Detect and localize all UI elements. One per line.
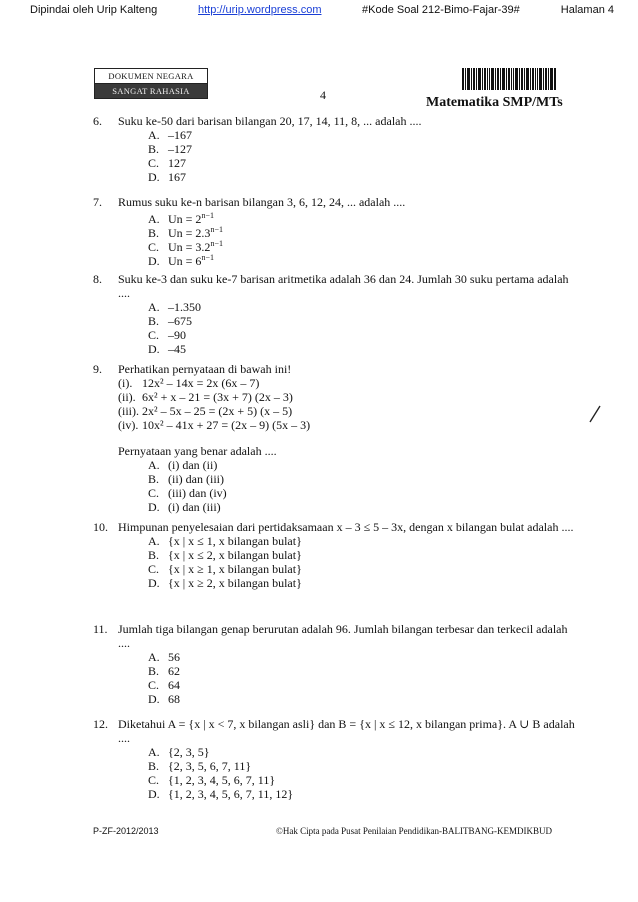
- option-b: B. 62: [148, 664, 180, 678]
- question-prompt: Pernyataan yang benar adalah ....: [118, 444, 277, 458]
- option-a: A. –167: [148, 128, 192, 142]
- option-c: C. $Un = 3.2^{n-1}$: [148, 239, 223, 254]
- question-number: 7.: [93, 195, 102, 209]
- statement-ii: (ii). 6x² + x – 21 = (3x + 7) (2x – 3): [118, 390, 293, 404]
- scanner-credit: Dipindai oleh Urip Kalteng: [30, 4, 158, 16]
- scan-header: [30, 4, 614, 20]
- option-a: A. {x | x ≤ 1, x bilangan bulat}: [148, 534, 302, 548]
- question-number: 6.: [93, 114, 102, 128]
- document-code: P-ZF-2012/2013: [93, 826, 159, 836]
- option-a: A. {2, 3, 5}: [148, 745, 210, 759]
- stamp-line-2: SANGAT RAHASIA: [95, 84, 207, 98]
- option-a: A. –1.350: [148, 300, 201, 314]
- option-d: D. (i) dan (iii): [148, 500, 221, 514]
- option-b: B. –675: [148, 314, 192, 328]
- statement-iii: (iii). 2x² – 5x – 25 = (2x + 5) (x – 5): [118, 404, 293, 418]
- question-number: 12.: [93, 717, 108, 731]
- question-number: 9.: [93, 362, 102, 376]
- question-text: Himpunan penyelesaian dari pertidaksamaan x – 3 ≤ 5 – 3x, dengan x bilangan bulat adalah ....: [118, 520, 574, 534]
- confidential-stamp: [94, 68, 208, 99]
- subject-title: Matematika SMP/MTs: [426, 95, 563, 110]
- question-text: Jumlah tiga bilangan genap berurutan adalah 96. Jumlah bilangan terbesar dan terkecil adalah ....: [118, 622, 568, 650]
- option-c: C. {1, 2, 3, 4, 5, 6, 7, 11}: [148, 773, 276, 787]
- option-b: B. $Un = 2.3^{n-1}$: [148, 225, 223, 240]
- question-text: Perhatikan pernyataan di bawah ini!: [118, 362, 292, 376]
- option-a: A. $Un = 2^{n-1}$: [148, 211, 214, 226]
- option-c: C. {x | x ≥ 1, x bilangan bulat}: [148, 562, 302, 576]
- option-d: D. 167: [148, 170, 186, 184]
- question-text: Diketahui A = {x | x < 7, x bilangan asli} dan B = {x | x ≤ 12, x bilangan prima}. A ∪ B adalah ....: [118, 717, 575, 745]
- option-d: D. 68: [148, 692, 180, 706]
- pen-stroke-mark: [588, 404, 602, 424]
- option-d: D. $Un = 6^{n-1}$: [148, 253, 214, 268]
- scan-page-number: Halaman 4: [560, 4, 614, 16]
- source-link[interactable]: http://urip.wordpress.com: [198, 4, 322, 16]
- question-text: Suku ke-50 dari barisan bilangan 20, 17, 14, 11, 8, ... adalah ....: [118, 114, 422, 128]
- question-number: 8.: [93, 272, 102, 286]
- question-number: 10.: [93, 520, 108, 534]
- option-a: A. (i) dan (ii): [148, 458, 218, 472]
- stamp-line-1: DOKUMEN NEGARA: [95, 69, 207, 84]
- option-d: D. –45: [148, 342, 186, 356]
- question-text: Suku ke-3 dan suku ke-7 barisan aritmetika adalah 36 dan 24. Jumlah 30 suku pertama adalah ....: [118, 272, 569, 300]
- option-d: D. {x | x ≥ 2, x bilangan bulat}: [148, 576, 302, 590]
- option-c: C. 127: [148, 156, 186, 170]
- barcode-icon: [462, 68, 556, 90]
- copyright-notice: ©Hak Cipta pada Pusat Penilaian Pendidikan-BALITBANG-KEMDIKBUD: [276, 826, 553, 836]
- option-a: A. 56: [148, 650, 180, 664]
- option-b: B. –127: [148, 142, 192, 156]
- option-c: C. 64: [148, 678, 180, 692]
- exam-code: #Kode Soal 212-Bimo-Fajar-39#: [362, 4, 520, 16]
- page-number: 4: [320, 88, 326, 102]
- option-c: C. –90: [148, 328, 186, 342]
- statement-iv: (iv). 10x² – 41x + 27 = (2x – 9) (5x – 3): [118, 418, 311, 432]
- option-b: B. {x | x ≤ 2, x bilangan bulat}: [148, 548, 302, 562]
- question-number: 11.: [93, 622, 108, 636]
- option-c: C. (iii) dan (iv): [148, 486, 227, 500]
- option-b: B. (ii) dan (iii): [148, 472, 224, 486]
- question-text: Rumus suku ke-n barisan bilangan 3, 6, 12, 24, ... adalah ....: [118, 195, 406, 209]
- statement-i: (i). 12x² – 14x = 2x (6x – 7): [118, 376, 260, 390]
- option-b: B. {2, 3, 5, 6, 7, 11}: [148, 759, 252, 773]
- option-d: D. {1, 2, 3, 4, 5, 6, 7, 11, 12}: [148, 787, 294, 801]
